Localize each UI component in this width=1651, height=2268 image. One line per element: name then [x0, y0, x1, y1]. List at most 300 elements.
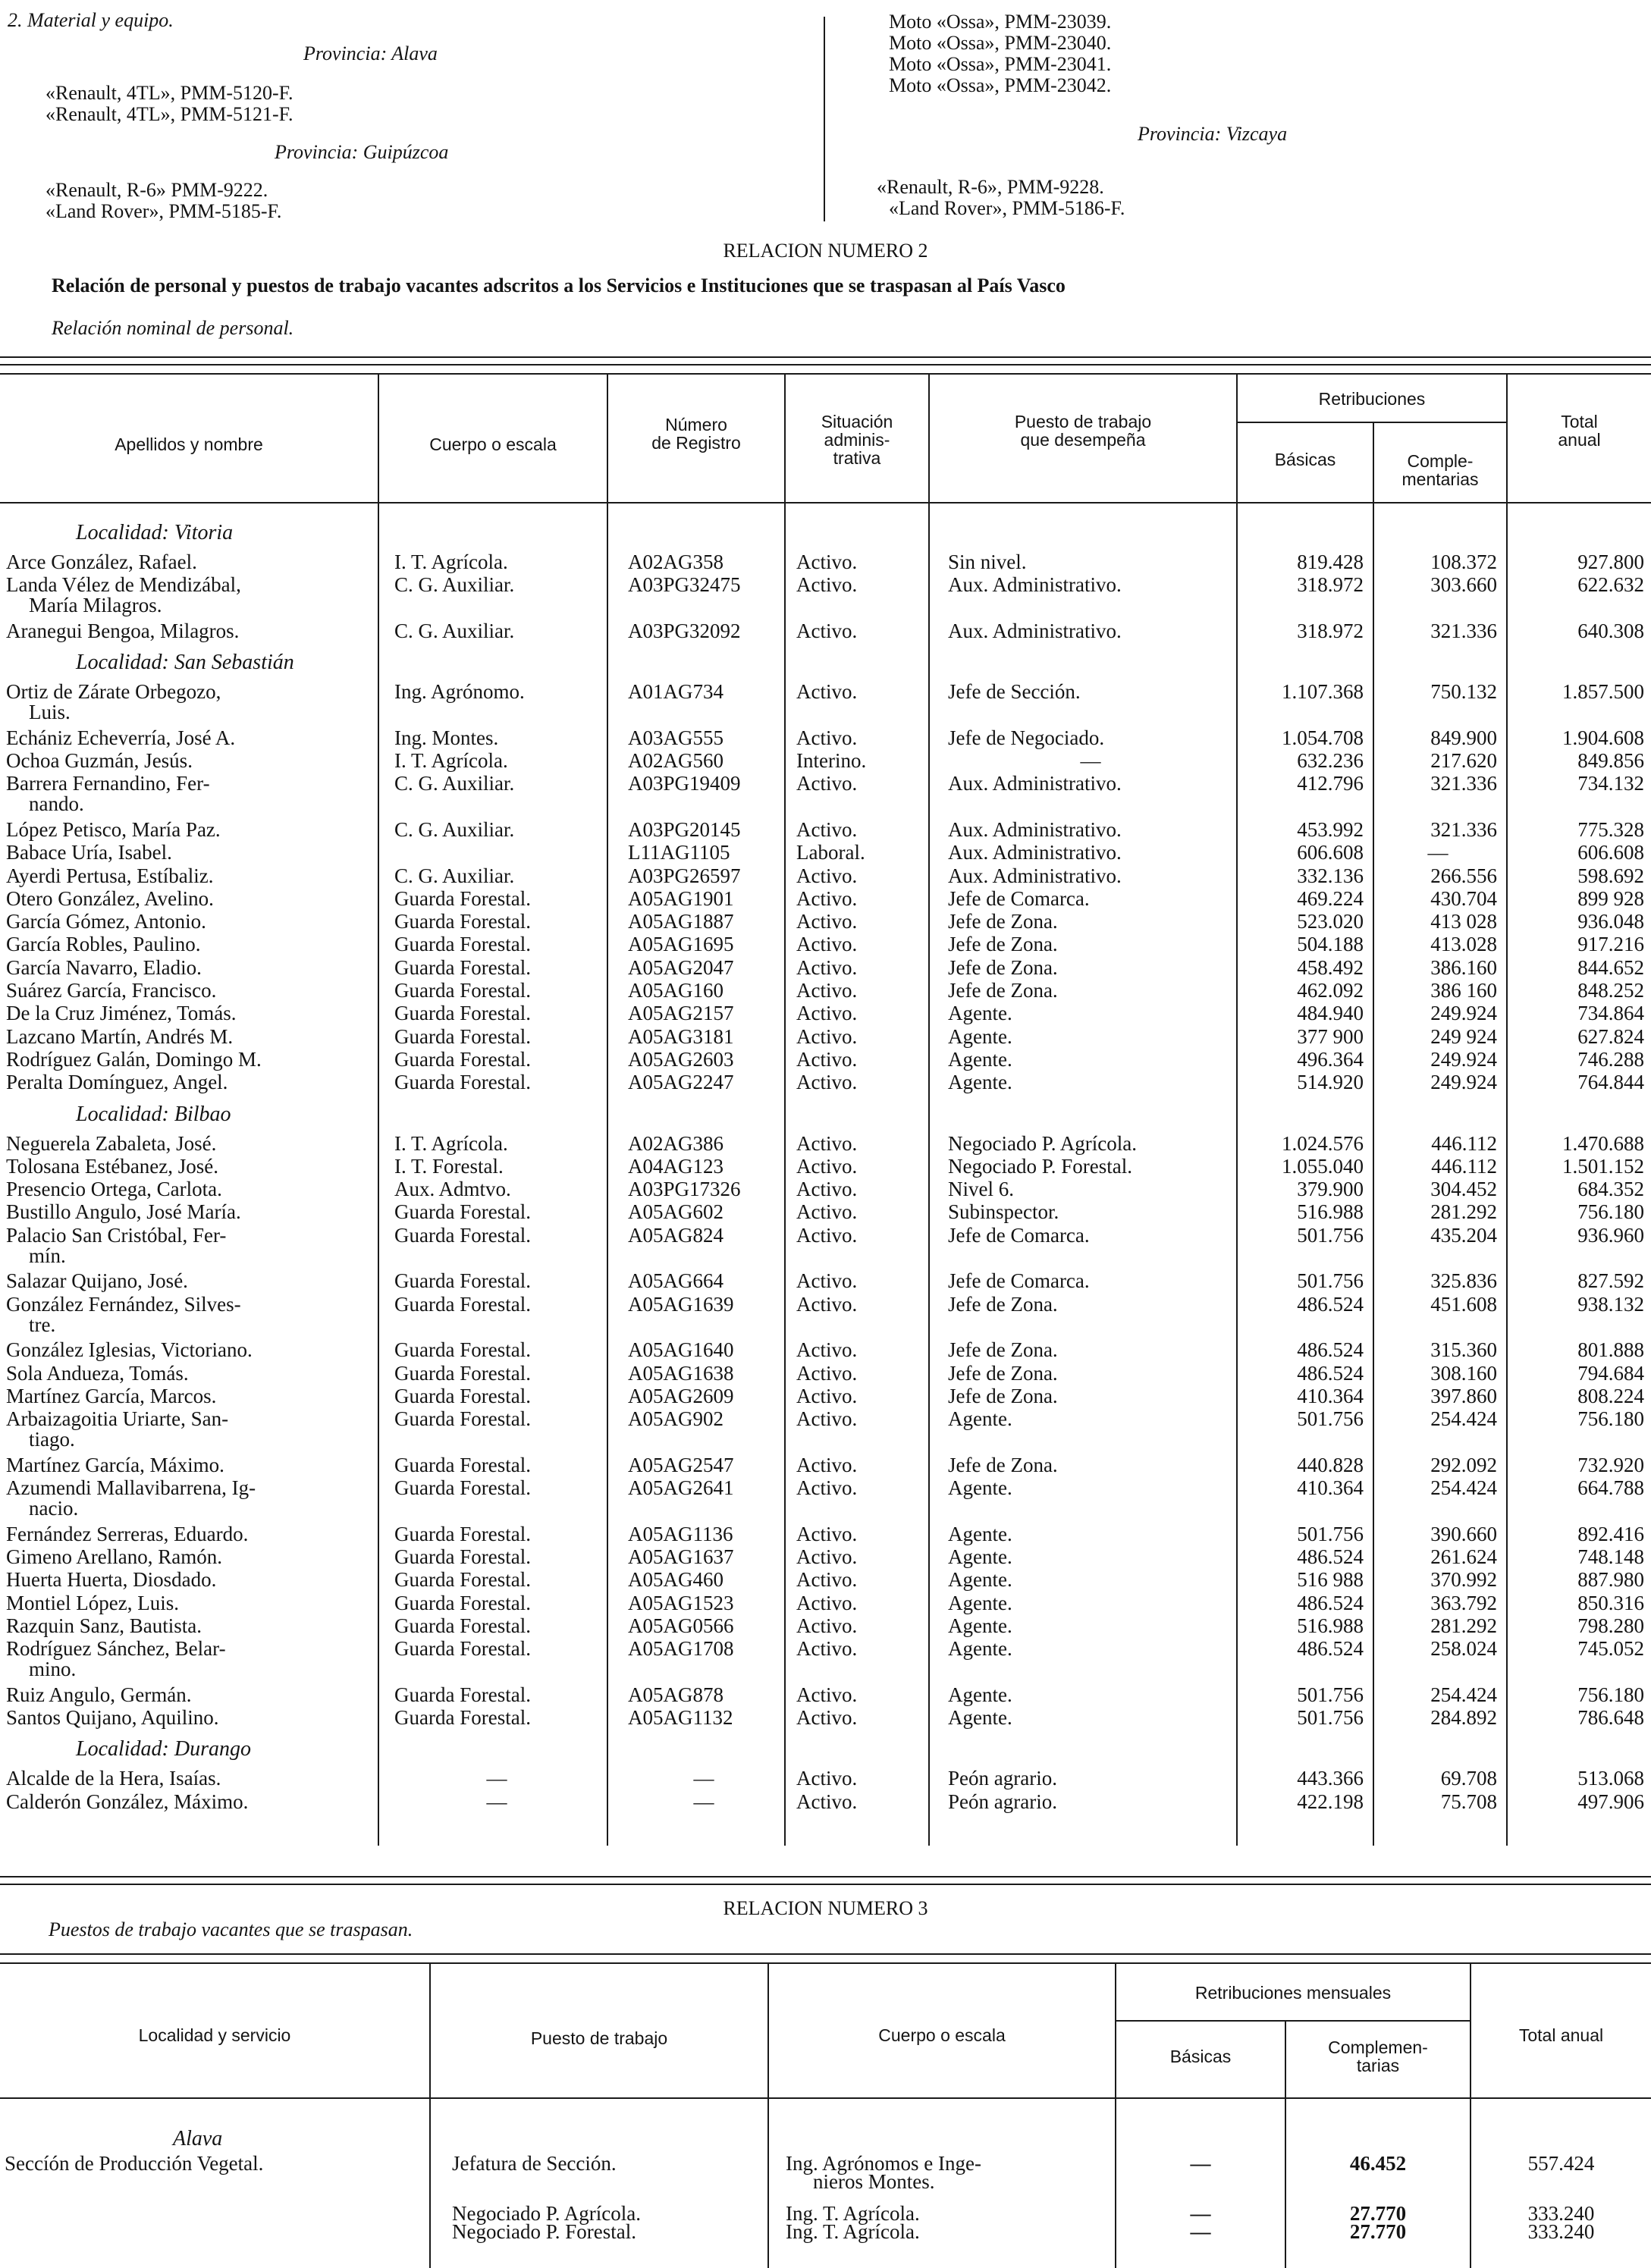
cell-nombre: Babace Uría, Isabel.: [6, 841, 172, 864]
cell-cuerpo: C. G. Auxiliar.: [394, 620, 515, 642]
vehicle-item: «Renault, R-6» PMM-9222.: [46, 179, 268, 201]
cell-total: 745.052: [1577, 1637, 1644, 1660]
cell-compl: 249.924: [1430, 1002, 1497, 1024]
cell-nombre: Arbaizagoitia Uriarte, San-: [6, 1407, 229, 1430]
cell-situacion: Activo.: [796, 1545, 858, 1568]
cell-basicas: 318.972: [1297, 573, 1364, 596]
cell-total: 936.960: [1577, 1224, 1644, 1247]
cell-total: 798.280: [1577, 1614, 1644, 1637]
cell-nombre: Tolosana Estébanez, José.: [6, 1155, 219, 1178]
cell-cuerpo: —: [486, 1767, 507, 1790]
cell-nombre: González Fernández, Silves-: [6, 1293, 241, 1316]
table-rule: [0, 1962, 1651, 1964]
relacion-2-subtitle: Relación de personal y puestos de trabajo vacantes adscritos a los Servicios e Instituciones que se traspasan al País Vasco: [52, 274, 1066, 296]
cell-puesto: Aux. Administrativo.: [948, 772, 1122, 795]
cell-total: 887.980: [1577, 1568, 1644, 1591]
cell-nombre: Alcalde de la Hera, Isaías.: [6, 1767, 221, 1790]
cell-cuerpo: C. G. Auxiliar.: [394, 772, 515, 795]
cell-situacion: Activo.: [796, 1706, 858, 1729]
cell-compl: 397.860: [1430, 1385, 1497, 1407]
cell-nombre: Azumendi Mallavibarrena, Ig-: [6, 1476, 256, 1499]
cell-total: 333.240: [1527, 2220, 1595, 2243]
cell-total: 627.824: [1577, 1025, 1644, 1048]
cell-puesto: Peón agrario.: [948, 1767, 1057, 1790]
cell-registro: A05AG460: [628, 1568, 723, 1591]
cell-basicas: 462.092: [1297, 979, 1364, 1002]
cell-situacion: Activo.: [796, 1025, 858, 1048]
cell-cuerpo: Ing. Agrónomos e Inge-: [786, 2152, 981, 2175]
cell-basicas: 632.236: [1297, 749, 1364, 772]
table-row: [0, 573, 1651, 616]
cell-registro: A05AG1637: [628, 1545, 734, 1568]
header-cuerpo-escala: Cuerpo o escala: [878, 2025, 1006, 2045]
cell-basicas: 496.364: [1297, 1048, 1364, 1071]
cell-basicas: 514.920: [1297, 1071, 1364, 1093]
table-row: [0, 979, 1651, 1002]
cell-nombre: Aranegui Bengoa, Milagros.: [6, 620, 240, 642]
cell-total: 756.180: [1577, 1407, 1644, 1430]
cell-compl: 108.372: [1430, 551, 1497, 573]
cell-compl: 435.204: [1430, 1224, 1497, 1247]
cell-situacion: Activo.: [796, 887, 858, 910]
cell-registro: A05AG824: [628, 1224, 723, 1247]
cell-basicas: 501.756: [1297, 1407, 1364, 1430]
cell-nombre: Ortiz de Zárate Orbegozo,: [6, 680, 221, 703]
cell-total: 849.856: [1577, 749, 1644, 772]
table-row: [0, 1224, 1651, 1267]
table-row: [0, 1362, 1651, 1385]
cell-total: 917.216: [1577, 933, 1644, 955]
cell-puesto: Negociado P. Agrícola.: [452, 2202, 641, 2225]
cell-registro: A03PG20145: [628, 818, 741, 841]
cell-basicas: 453.992: [1297, 818, 1364, 841]
cell-puesto: Agente.: [948, 1592, 1012, 1614]
cell-total: 899 928: [1577, 887, 1644, 910]
cell-nombre: Suárez García, Francisco.: [6, 979, 217, 1002]
locality-label: Localidad: San Sebastián: [76, 651, 294, 675]
cell-situacion: Laboral.: [796, 841, 865, 864]
cell-compl: 292.092: [1430, 1454, 1497, 1476]
cell-puesto: Jefe de Zona.: [948, 933, 1058, 955]
cell-puesto: Negociado P. Agrícola.: [948, 1132, 1137, 1155]
cell-cuerpo: Ing. T. Agrícola.: [786, 2220, 920, 2243]
cell-situacion: Activo.: [796, 1454, 858, 1476]
cell-compl: 284.892: [1430, 1706, 1497, 1729]
cell-compl: 254.424: [1430, 1407, 1497, 1430]
cell-compl: 446.112: [1431, 1132, 1497, 1155]
cell-cuerpo: Guarda Forestal.: [394, 979, 531, 1002]
cell-situacion: Activo.: [796, 1132, 858, 1155]
cell-nombre: Martínez García, Marcos.: [6, 1385, 217, 1407]
cell-puesto: Agente.: [948, 1683, 1012, 1706]
cell-situacion: Activo.: [796, 1683, 858, 1706]
cell-compl: 413.028: [1430, 933, 1497, 955]
cell-puesto: —: [1080, 749, 1101, 772]
locality-label: Localidad: Bilbao: [76, 1102, 231, 1126]
table-row: [0, 1293, 1651, 1336]
cell-total: 775.328: [1577, 818, 1644, 841]
cell-situacion: Activo.: [796, 1407, 858, 1430]
cell-basicas: 516 988: [1297, 1568, 1364, 1591]
cell-registro: A05AG160: [628, 979, 723, 1002]
cell-registro: A05AG2641: [628, 1476, 734, 1499]
cell-situacion: Activo.: [796, 933, 858, 955]
cell-puesto: Jefe de Comarca.: [948, 1224, 1090, 1247]
cell-basicas: —: [1190, 2202, 1211, 2225]
cell-nombre: García Gómez, Antonio.: [6, 910, 206, 933]
cell-registro: A05AG1695: [628, 933, 734, 955]
cell-situacion: Activo.: [796, 910, 858, 933]
cell-situacion: Activo.: [796, 1178, 858, 1200]
cell-basicas: 332.136: [1297, 864, 1364, 887]
cell-total: 734.132: [1577, 772, 1644, 795]
cell-puesto: Agente.: [948, 1637, 1012, 1660]
cell-cuerpo: C. G. Auxiliar.: [394, 573, 515, 596]
cell-registro: A03AG555: [628, 726, 723, 749]
cell-cuerpo: Guarda Forestal.: [394, 1269, 531, 1292]
cell-situacion: Interino.: [796, 749, 867, 772]
cell-compl: 308.160: [1430, 1362, 1497, 1385]
cell-nombre: García Navarro, Eladio.: [6, 956, 202, 979]
cell-nombre: Huerta Huerta, Diosdado.: [6, 1568, 217, 1591]
cell-nombre: Ochoa Guzmán, Jesús.: [6, 749, 193, 772]
table-row: [0, 726, 1651, 749]
cell-registro: A04AG123: [628, 1155, 723, 1178]
cell-nombre: Presencio Ortega, Carlota.: [6, 1178, 222, 1200]
header-cuerpo: Cuerpo o escala: [429, 434, 557, 454]
cell-cuerpo: I. T. Agrícola.: [394, 551, 508, 573]
table-rule: [0, 2097, 1651, 2099]
cell-total: 927.800: [1577, 551, 1644, 573]
cell-compl: 321.336: [1430, 620, 1497, 642]
cell-compl: 281.292: [1430, 1614, 1497, 1637]
cell-puesto: Agente.: [948, 1071, 1012, 1093]
table-row: [0, 680, 1651, 723]
cell-total: 606.608: [1577, 841, 1644, 864]
cell-situacion: Activo.: [796, 726, 858, 749]
cell-cuerpo: Guarda Forestal.: [394, 1224, 531, 1247]
cell-nombre-cont: nacio.: [29, 1497, 79, 1520]
cell-puesto: Agente.: [948, 1002, 1012, 1024]
cell-basicas: 1.107.368: [1282, 680, 1364, 703]
cell-registro: A02AG358: [628, 551, 723, 573]
cell-cuerpo: Guarda Forestal.: [394, 1362, 531, 1385]
cell-total: 892.416: [1577, 1523, 1644, 1545]
cell-total: 844.652: [1577, 956, 1644, 979]
cell-nombre-cont: María Milagros.: [29, 594, 162, 616]
table-row: [0, 2220, 1651, 2243]
table-rule: [0, 1884, 1651, 1885]
cell-total: 333.240: [1527, 2202, 1595, 2225]
cell-total: 938.132: [1577, 1293, 1644, 1316]
cell-cuerpo: C. G. Auxiliar.: [394, 864, 515, 887]
header-puesto: Puesto de trabajo que desempeña: [1014, 412, 1152, 450]
locality-label: Localidad: Vitoria: [76, 521, 234, 544]
cell-total: 827.592: [1577, 1269, 1644, 1292]
cell-nombre: González Iglesias, Victoriano.: [6, 1338, 253, 1361]
cell-nombre: Landa Vélez de Mendizábal,: [6, 573, 241, 596]
cell-cuerpo: Guarda Forestal.: [394, 1568, 531, 1591]
table-row: [0, 1592, 1651, 1614]
cell-basicas: 486.524: [1297, 1637, 1364, 1660]
cell-basicas: 523.020: [1297, 910, 1364, 933]
cell-compl: 75.708: [1440, 1790, 1497, 1813]
cell-compl: 325.836: [1430, 1269, 1497, 1292]
cell-nombre: Palacio San Cristóbal, Fer-: [6, 1224, 227, 1247]
cell-registro: A05AG878: [628, 1683, 723, 1706]
cell-cuerpo: I. T. Agrícola.: [394, 1132, 508, 1155]
cell-nombre: Santos Quijano, Aquilino.: [6, 1706, 219, 1729]
province-label-guipuzcoa: Provincia: Guipúzcoa: [275, 141, 449, 163]
cell-cuerpo: Guarda Forestal.: [394, 1592, 531, 1614]
cell-compl: 390.660: [1430, 1523, 1497, 1545]
cell-compl: —: [1427, 841, 1449, 864]
cell-basicas: 501.756: [1297, 1224, 1364, 1247]
cell-puesto: Agente.: [948, 1568, 1012, 1591]
cell-compl: 430.704: [1430, 887, 1497, 910]
cell-puesto: Jefe de Zona.: [948, 1338, 1058, 1361]
cell-cuerpo: Ing. Agrónomo.: [394, 680, 525, 703]
header-retribuciones: Retribuciones: [1318, 389, 1426, 409]
cell-cuerpo: Guarda Forestal.: [394, 887, 531, 910]
table-rule: [0, 356, 1651, 358]
table-rule: [1238, 422, 1506, 423]
cell-basicas: 501.756: [1297, 1706, 1364, 1729]
cell-cuerpo: Ing. Montes.: [394, 726, 499, 749]
cell-basicas: 1.054.708: [1282, 726, 1364, 749]
cell-registro: A02AG560: [628, 749, 723, 772]
cell-nombre: López Petisco, María Paz.: [6, 818, 221, 841]
cell-basicas: 501.756: [1297, 1269, 1364, 1292]
cell-compl: 386 160: [1430, 979, 1497, 1002]
table-rule: [0, 502, 1651, 503]
cell-total: 748.148: [1577, 1545, 1644, 1568]
cell-nombre: García Robles, Paulino.: [6, 933, 201, 955]
cell-registro: A03PG17326: [628, 1178, 741, 1200]
cell-total: 622.632: [1577, 573, 1644, 596]
cell-total: 850.316: [1577, 1592, 1644, 1614]
cell-nombre: Peralta Domínguez, Angel.: [6, 1071, 228, 1093]
cell-compl: 254.424: [1430, 1683, 1497, 1706]
cell-total: 801.888: [1577, 1338, 1644, 1361]
cell-basicas: 484.940: [1297, 1002, 1364, 1024]
table-row: [0, 864, 1651, 887]
cell-basicas: 819.428: [1297, 551, 1364, 573]
cell-situacion: Activo.: [796, 1790, 858, 1813]
cell-situacion: Activo.: [796, 1224, 858, 1247]
cell-situacion: Activo.: [796, 1592, 858, 1614]
cell-compl: 303.660: [1430, 573, 1497, 596]
cell-compl: 386.160: [1430, 956, 1497, 979]
cell-cuerpo: Guarda Forestal.: [394, 1706, 531, 1729]
cell-puesto: Jefe de Comarca.: [948, 887, 1090, 910]
cell-cuerpo: Aux. Admtvo.: [394, 1178, 511, 1200]
table-row: [0, 1048, 1651, 1071]
relacion-3-note: Puestos de trabajo vacantes que se traspasan.: [49, 1918, 413, 1940]
cell-basicas: —: [1190, 2220, 1211, 2243]
vehicle-item: Moto «Ossa», PMM-23041.: [889, 53, 1112, 75]
relacion-2-title: RELACION NUMERO 2: [723, 240, 928, 262]
table-row: [0, 956, 1651, 979]
cell-nombre: Rodríguez Galán, Domingo M.: [6, 1048, 262, 1071]
cell-puesto: Agente.: [948, 1407, 1012, 1430]
table-row: [0, 1767, 1651, 1790]
cell-puesto: Subinspector.: [948, 1200, 1059, 1223]
cell-compl: 266.556: [1430, 864, 1497, 887]
cell-total: 664.788: [1577, 1476, 1644, 1499]
cell-nombre: Rodríguez Sánchez, Belar-: [6, 1637, 226, 1660]
cell-puesto: Jefe de Zona.: [948, 1385, 1058, 1407]
cell-localidad: Seccíón de Producción Vegetal.: [5, 2152, 264, 2175]
cell-situacion: Activo.: [796, 620, 858, 642]
section-label-alava: Alava: [173, 2127, 223, 2150]
cell-situacion: Activo.: [796, 1767, 858, 1790]
cell-situacion: Activo.: [796, 680, 858, 703]
table-rule: [0, 373, 1651, 375]
cell-compl: 69.708: [1440, 1767, 1497, 1790]
cell-registro: A05AG0566: [628, 1614, 734, 1637]
cell-registro: A03PG32475: [628, 573, 741, 596]
relacion-3-title: RELACION NUMERO 3: [723, 1897, 928, 1919]
cell-nombre: Calderón González, Máximo.: [6, 1790, 249, 1813]
cell-basicas: 318.972: [1297, 620, 1364, 642]
cell-cuerpo: Guarda Forestal.: [394, 956, 531, 979]
cell-basicas: 504.188: [1297, 933, 1364, 955]
cell-nombre: Sola Andueza, Tomás.: [6, 1362, 189, 1385]
cell-registro: A05AG602: [628, 1200, 723, 1223]
cell-total: 598.692: [1577, 864, 1644, 887]
cell-cuerpo: C. G. Auxiliar.: [394, 818, 515, 841]
cell-compl: 413 028: [1430, 910, 1497, 933]
cell-situacion: Activo.: [796, 1338, 858, 1361]
cell-basicas: 486.524: [1297, 1545, 1364, 1568]
cell-total: 848.252: [1577, 979, 1644, 1002]
cell-puesto: Aux. Administrativo.: [948, 573, 1122, 596]
cell-puesto: Sin nivel.: [948, 551, 1027, 573]
cell-nombre: Martínez García, Máximo.: [6, 1454, 224, 1476]
cell-registro: A03PG26597: [628, 864, 741, 887]
cell-situacion: Activo.: [796, 1568, 858, 1591]
cell-basicas: 516.988: [1297, 1200, 1364, 1223]
cell-registro: A05AG2547: [628, 1454, 734, 1476]
cell-basicas: 1.024.576: [1282, 1132, 1364, 1155]
cell-registro: A05AG1708: [628, 1637, 734, 1660]
cell-total: 786.648: [1577, 1706, 1644, 1729]
cell-nombre: Otero González, Avelino.: [6, 887, 214, 910]
cell-basicas: 412.796: [1297, 772, 1364, 795]
cell-puesto: Aux. Administrativo.: [948, 818, 1122, 841]
cell-total: 794.684: [1577, 1362, 1644, 1385]
cell-puesto: Aux. Administrativo.: [948, 864, 1122, 887]
cell-situacion: Activo.: [796, 1523, 858, 1545]
cell-puesto: Agente.: [948, 1614, 1012, 1637]
vehicle-item: «Renault, 4TL», PMM-5120-F.: [46, 82, 293, 104]
locality-label: Localidad: Durango: [76, 1737, 251, 1761]
table-row: [0, 841, 1651, 864]
cell-compl: 304.452: [1430, 1178, 1497, 1200]
cell-nombre: Gimeno Arellano, Ramón.: [6, 1545, 222, 1568]
column-divider: [824, 17, 825, 221]
cell-cuerpo: Guarda Forestal.: [394, 1385, 531, 1407]
cell-basicas: 486.524: [1297, 1338, 1364, 1361]
cell-cuerpo: Guarda Forestal.: [394, 1200, 531, 1223]
cell-basicas: 486.524: [1297, 1362, 1364, 1385]
cell-nombre-cont: nando.: [29, 792, 84, 815]
table-row: [0, 1523, 1651, 1545]
cell-registro: —: [693, 1790, 714, 1813]
cell-situacion: Activo.: [796, 956, 858, 979]
cell-cuerpo-cont: nieros Montes.: [813, 2170, 935, 2193]
cell-compl: 750.132: [1430, 680, 1497, 703]
cell-puesto: Jefatura de Sección.: [452, 2152, 617, 2175]
cell-total: 497.906: [1577, 1790, 1644, 1813]
cell-situacion: Activo.: [796, 818, 858, 841]
cell-basicas: 379.900: [1297, 1178, 1364, 1200]
cell-compl: 249.924: [1430, 1048, 1497, 1071]
cell-compl: 27.770: [1349, 2202, 1407, 2225]
table-row: [0, 551, 1651, 573]
cell-puesto: Agente.: [948, 1025, 1012, 1048]
cell-registro: A05AG3181: [628, 1025, 734, 1048]
table-row: [0, 1132, 1651, 1155]
cell-nombre-cont: tre.: [29, 1313, 56, 1336]
cell-cuerpo: Guarda Forestal.: [394, 1683, 531, 1706]
cell-registro: L11AG1105: [628, 841, 730, 864]
table-row: [0, 1407, 1651, 1451]
cell-situacion: Activo.: [796, 1293, 858, 1316]
cell-situacion: Activo.: [796, 551, 858, 573]
cell-compl: 217.620: [1430, 749, 1497, 772]
cell-total: 746.288: [1577, 1048, 1644, 1071]
cell-nombre: Arce González, Rafael.: [6, 551, 197, 573]
province-label-vizcaya: Provincia: Vizcaya: [1138, 123, 1288, 145]
cell-situacion: Activo.: [796, 1071, 858, 1093]
cell-situacion: Activo.: [796, 1385, 858, 1407]
cell-puesto: Jefe de Zona.: [948, 1293, 1058, 1316]
cell-puesto: Jefe de Comarca.: [948, 1269, 1090, 1292]
cell-registro: A01AG734: [628, 680, 723, 703]
table-row: [0, 818, 1651, 841]
cell-nombre: Bustillo Angulo, José María.: [6, 1200, 241, 1223]
cell-compl: 281.292: [1430, 1200, 1497, 1223]
cell-situacion: Activo.: [796, 772, 858, 795]
cell-registro: A05AG1523: [628, 1592, 734, 1614]
cell-situacion: Activo.: [796, 1476, 858, 1499]
cell-nombre: De la Cruz Jiménez, Tomás.: [6, 1002, 237, 1024]
table-rule: [1116, 2020, 1470, 2022]
cell-registro: A05AG2609: [628, 1385, 734, 1407]
cell-situacion: Activo.: [796, 573, 858, 596]
cell-cuerpo: Guarda Forestal.: [394, 1476, 531, 1499]
table-rule: [0, 1953, 1651, 1955]
cell-puesto: Agente.: [948, 1545, 1012, 1568]
table-row: [0, 1338, 1651, 1361]
cell-registro: A03PG19409: [628, 772, 741, 795]
cell-compl: 451.608: [1430, 1293, 1497, 1316]
table-row: [0, 1002, 1651, 1024]
cell-compl: 261.624: [1430, 1545, 1497, 1568]
cell-registro: A05AG1132: [628, 1706, 733, 1729]
cell-basicas: 458.492: [1297, 956, 1364, 979]
section-heading: 2. Material y equipo.: [8, 9, 174, 31]
cell-basicas: 516.988: [1297, 1614, 1364, 1637]
cell-basicas: 377 900: [1297, 1025, 1364, 1048]
cell-situacion: Activo.: [796, 1002, 858, 1024]
vehicle-item: «Renault, R-6», PMM-9228.: [877, 176, 1104, 198]
table-row: [0, 620, 1651, 642]
cell-total: 756.180: [1577, 1200, 1644, 1223]
cell-nombre: Ruiz Angulo, Germán.: [6, 1683, 192, 1706]
